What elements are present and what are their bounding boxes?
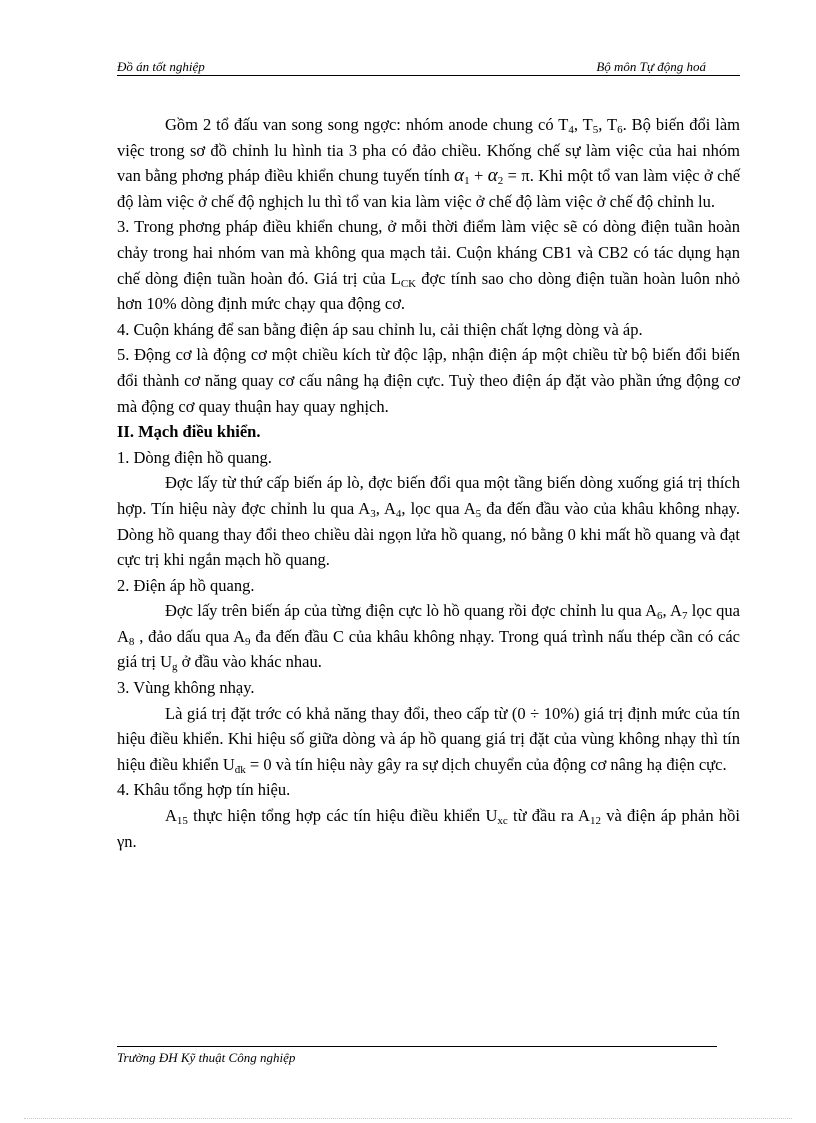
alpha-symbol: α xyxy=(454,165,465,187)
paragraph-converter: Gồm 2 tổ đấu van song song ngợc: nhóm anode chung có $T_4$, $T_5$, $T_6$. Bộ biến đổi làm việc trong sơ đồ chỉnh lu hình tia 3 pha có đảo chiều. Khống chế sự làm việc của hai nhóm van bằng phơng pháp điều khiển chung tuyến tính $\alpha_1 + \alpha_2 = \pi$. Khi một tổ van làm việc ở chế độ làm việc ở chế độ nghịch lu thì tổ van kia làm việc ở chế độ làm việc ở chế độ chỉnh lu. xyxy=(117,115,741,211)
subsection-body-1: Đợc lấy từ thứ cấp biến áp lò, đợc biến đổi qua một tầng biến dòng xuống giá trị thích hợp. Tín hiệu này đợc chỉnh lu qua $A_3$, $A_4$, lọc qua $A_5$ đa đến đầu vào của khâu không nhạy. Dòng hồ quang thay đổi theo chiều dài ngọn lửa hồ quang, nó bằng 0 khi mất hồ quang và đạt cực trị khi ngắn mạch hồ quang. xyxy=(117,473,740,570)
subsection-title-1: 1. Dòng điện hồ quang. xyxy=(117,447,272,467)
subsection-title-4: 4. Khâu tổng hợp tín hiệu. xyxy=(117,780,291,800)
subsection-title-2: 2. Điện áp hồ quang. xyxy=(117,575,255,595)
alpha-symbol: α xyxy=(487,165,498,187)
footer-text: Trường ĐH Kỹ thuật Công nghiệp xyxy=(117,1050,296,1065)
paragraph-item-4: 4. Cuộn kháng để san bằng điện áp sau chỉnh lu, cải thiện chất lợng dòng và áp. xyxy=(117,319,643,339)
page-header xyxy=(117,57,740,76)
paragraph-item-5: 5. Động cơ là động cơ một chiều kích từ độc lập, nhận điện áp một chiều từ bộ biến đổi biến đổi thành cơ năng quay cơ cấu nâng hạ điện cực. Tuỳ theo điện áp đặt vào phần ứng động cơ mà động cơ quay thuận hay quay nghịch. xyxy=(117,345,740,416)
section-heading: II. Mạch điều khiển. xyxy=(117,422,261,442)
page-break-divider xyxy=(24,1118,792,1119)
subsection-body-4: $A_{15}$ thực hiện tổng hợp các tín hiệu điều khiển $U_{xc}$ từ đầu ra $A_{12}$ và điện áp phản hồi γn. xyxy=(117,806,740,851)
header-right-title: Bộ môn Tự động hoá xyxy=(596,59,706,74)
subsection-body-3: Là giá trị đặt trớc có khả năng thay đổi, theo cấp từ (0 ÷ 10%) giá trị định mức của tín hiệu điều khiển. Khi hiệu số giữa dòng và áp hồ quang giá trị đặt của vùng không nhạy thì tín hiệu điều khiển $U_{đk} = 0$ và tín hiệu này gây ra sự dịch chuyển của động cơ nâng hạ điện cực. xyxy=(117,703,740,776)
paragraph-item-3: 3. Trong phơng pháp điều khiển chung, ở mỗi thời điểm làm việc sẽ có dòng điện tuần hoàn chảy trong hai nhóm van mà không qua mạch tải. Cuộn kháng CB1 và CB2 có tác dụng hạn chế dòng điện tuần hoàn đó. Giá trị của $L_{CK}$ đợc tính sao cho dòng điện tuần hoàn luôn nhỏ hơn 10% dòng định mức chạy qua động cơ. xyxy=(117,217,740,314)
page-footer xyxy=(117,1046,717,1066)
document-body xyxy=(117,112,740,854)
subsection-body-2: Đợc lấy trên biến áp của từng điện cực lò hồ quang rồi đợc chỉnh lu qua $A_6$, $A_7$ lọc qua $A_8$ , đảo dấu qua $A_9$ đa đến đầu C của khâu không nhạy. Trong quá trình nấu thép cần có các giá trị $U_g$ ở đầu vào khác nhau. xyxy=(117,601,740,674)
subsection-title-3: 3. Vùng không nhạy. xyxy=(117,678,255,698)
header-left-title: Đồ án tốt nghiệp xyxy=(117,59,205,74)
